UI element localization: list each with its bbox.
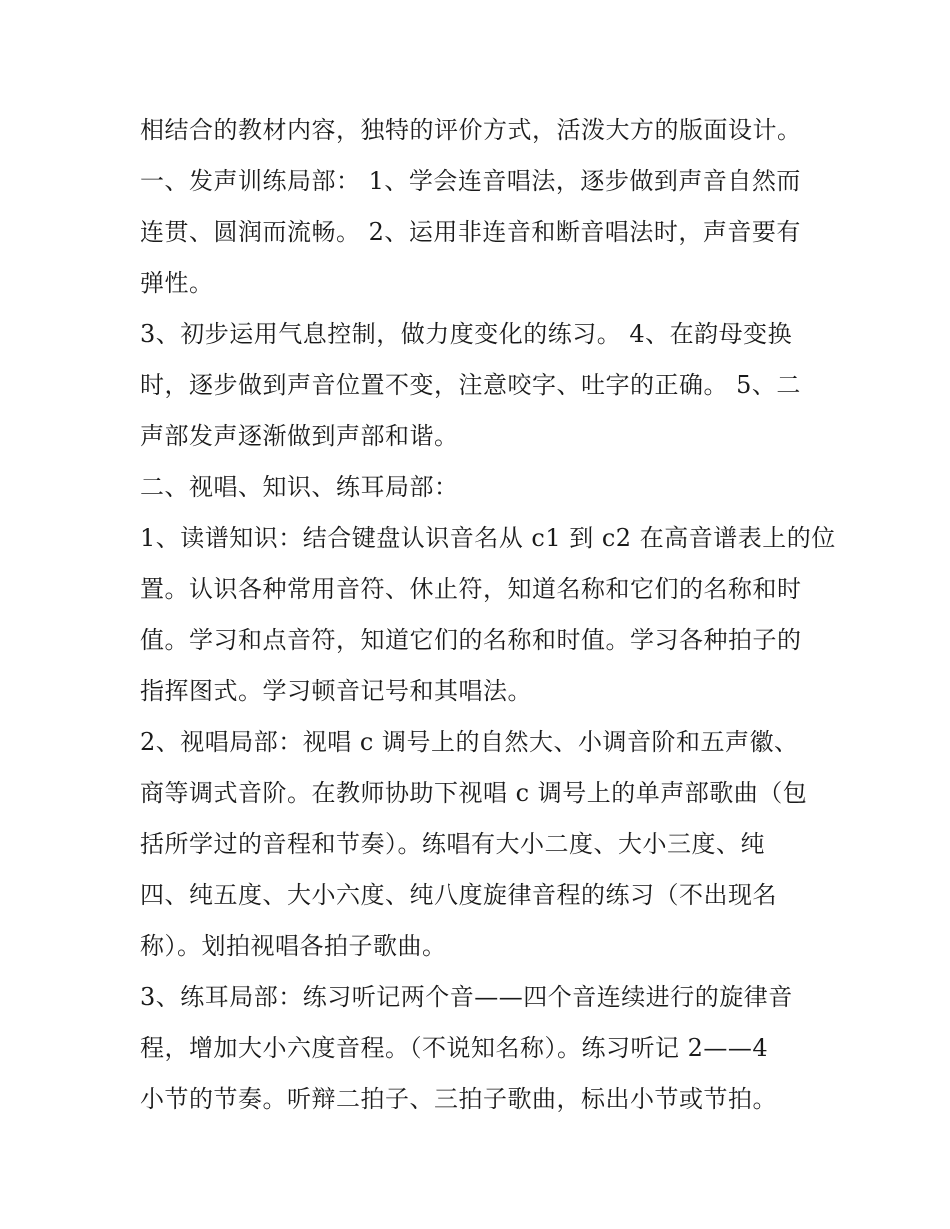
text-line: 3、初步运用气息控制，做力度变化的练习。 4、在韵母变换 bbox=[140, 320, 793, 348]
text-line: 小节的节奏。听辩二拍子、三拍子歌曲，标出小节或节拍。 bbox=[140, 1085, 777, 1113]
text-line: 指挥图式。学习顿音记号和其唱法。 bbox=[140, 677, 532, 705]
text-line: 3、练耳局部：练习听记两个音——四个音连续进行的旋律音 bbox=[140, 983, 793, 1011]
text-line: 值。学习和点音符，知道它们的名称和时值。学习各种拍子的 bbox=[140, 626, 802, 654]
text-line: 连贯、圆润而流畅。 2、运用非连音和断音唱法时，声音要有 bbox=[140, 218, 801, 246]
text-line: 置。认识各种常用音符、休止符，知道名称和它们的名称和时 bbox=[140, 575, 802, 603]
text-line: 商等调式音阶。在教师协助下视唱 c 调号上的单声部歌曲（包 bbox=[140, 779, 808, 807]
text-line: 四、纯五度、大小六度、纯八度旋律音程的练习（不出现名 bbox=[140, 881, 777, 909]
text-line: 相结合的教材内容，独特的评价方式，活泼大方的版面设计。 bbox=[140, 116, 802, 144]
text-line: 称）。划拍视唱各拍子歌曲。 bbox=[140, 932, 447, 960]
text-line: 时，逐步做到声音位置不变，注意咬字、吐字的正确。 5、二 bbox=[140, 371, 801, 399]
text-line: 一、发声训练局部： 1、学会连音唱法，逐步做到声音自然而 bbox=[140, 167, 801, 195]
text-line: 括所学过的音程和节奏）。练唱有大小二度、大小三度、纯 bbox=[140, 830, 765, 858]
text-line: 声部发声逐渐做到声部和谐。 bbox=[140, 422, 459, 450]
text-line: 二、视唱、知识、练耳局部： bbox=[140, 473, 459, 501]
text-line: 弹性。 bbox=[140, 269, 214, 297]
text-line: 程，增加大小六度音程。（不说知名称）。练习听记 2——4 bbox=[140, 1034, 769, 1062]
text-line: 2、视唱局部：视唱 c 调号上的自然大、小调音阶和五声徽、 bbox=[140, 728, 799, 756]
text-line: 1、读谱知识：结合键盘认识音名从 c1 到 c2 在高音谱表上的位 bbox=[140, 524, 836, 552]
